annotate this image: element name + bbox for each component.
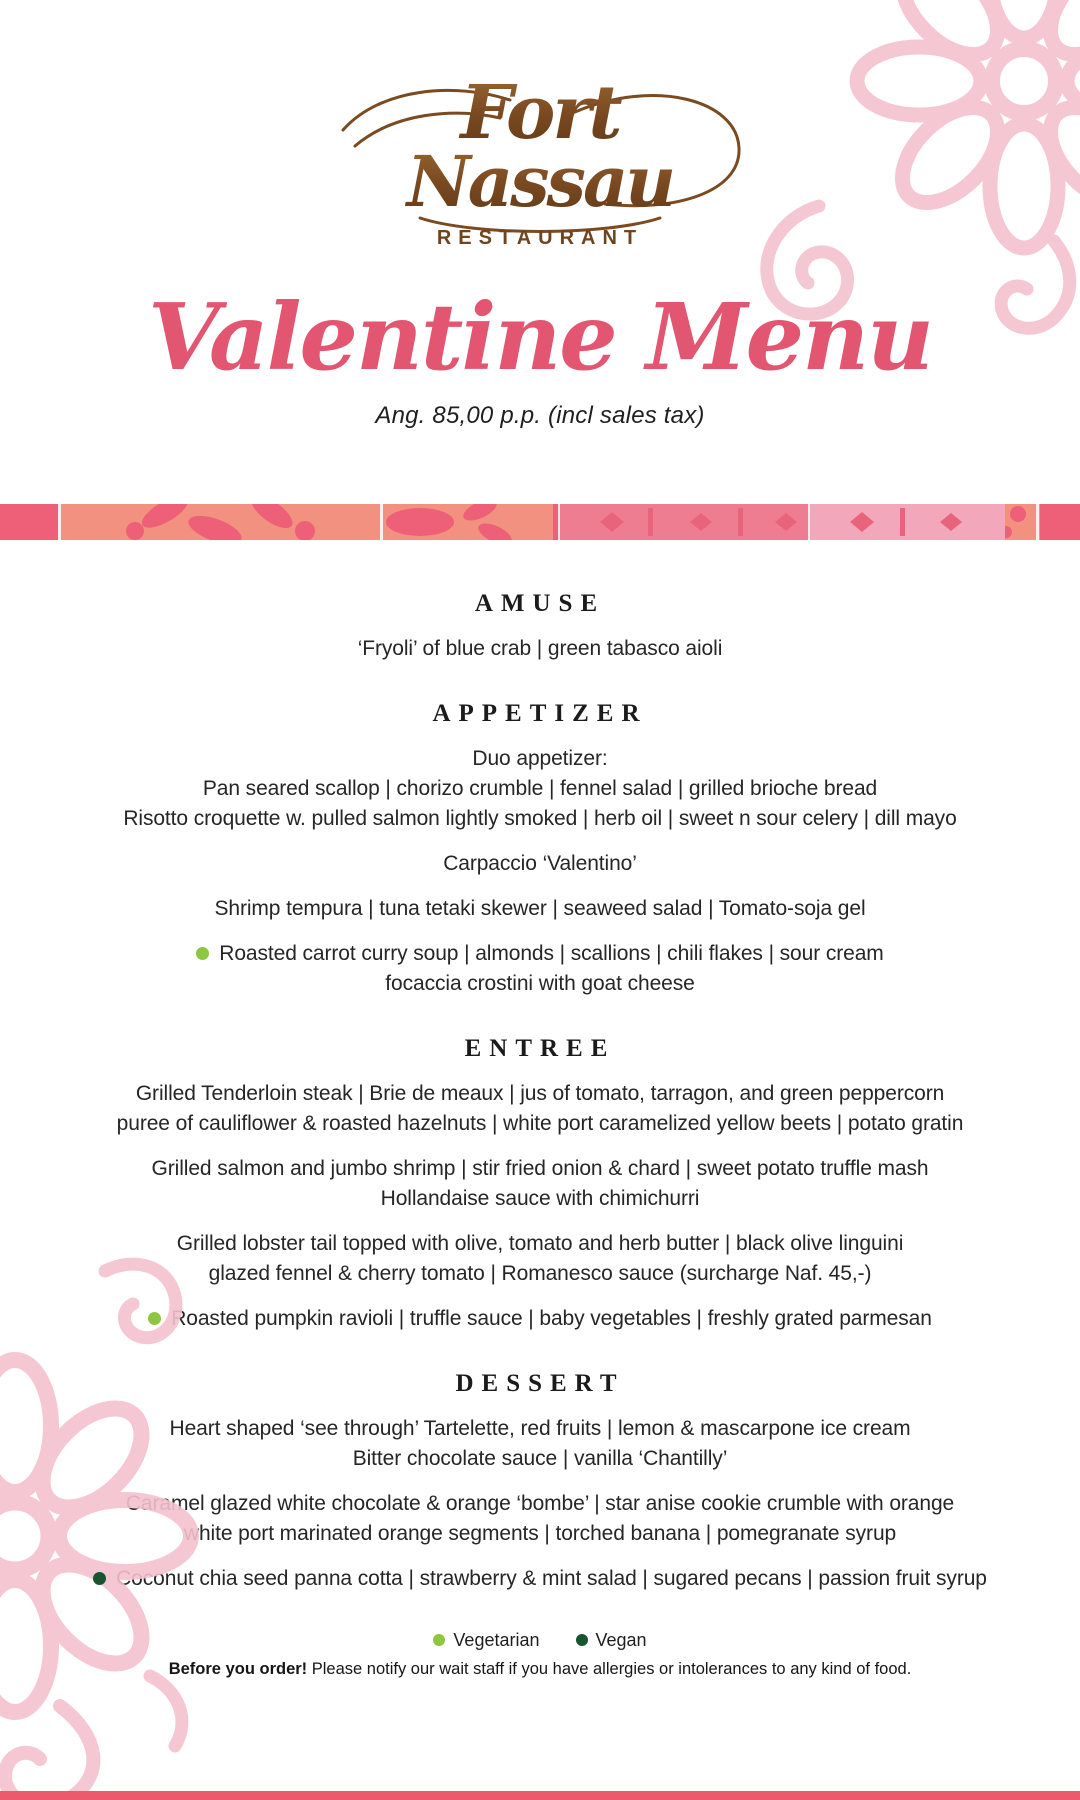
menu-item-line: Pan seared scallop | chorizo crumble | fennel salad | grilled brioche bread [202,776,878,800]
menu-section-appetizer [0,700,1080,999]
menu-item [0,1489,1080,1549]
menu-item-line: white port marinated orange segments | torched banana | pomegranate syrup [183,1521,897,1545]
menu-item [0,634,1080,664]
batik-banner [0,504,1080,540]
vegetarian-dot-icon [196,947,209,960]
legend-vegan-label: Vegan [595,1629,647,1650]
menu-item-line: Grilled lobster tail topped with olive, tomato and herb butter | black olive linguini [176,1231,904,1255]
restaurant-logo [0,0,1080,255]
menu-item [0,1229,1080,1289]
section-header-appetizer: APPETIZER [432,699,648,727]
price-line: Ang. 85,00 p.p. (incl sales tax) [375,401,705,429]
bottom-accent-bar [0,1791,1080,1800]
menu-item-line: Grilled salmon and jumbo shrimp | stir fried onion & chard | sweet potato truffle mash [151,1156,929,1180]
menu-item-line: Grilled Tenderloin steak | Brie de meaux | jus of tomato, tarragon, and green peppercorn [135,1081,945,1105]
menu-title: Valentine Menu [148,283,932,391]
allergy-notice [0,1660,1080,1679]
vegetarian-dot-icon [148,1312,161,1325]
menu-item-line: Roasted pumpkin ravioli | truffle sauce | baby vegetables | freshly grated parmesan [0,1304,1080,1334]
vegan-dot-icon [93,1572,106,1585]
menu-item [0,1304,1080,1334]
logo-subtitle: RESTAURANT [436,227,644,249]
menu-section-amuse [0,590,1080,664]
menu-item-line: Duo appetizer: [472,746,608,770]
menu-section-entree [0,1035,1080,1334]
batik-pattern-icon [0,504,1080,540]
menu-item-line: Coconut chia seed panna cotta | strawberry & mint salad | sugared pecans | passion fruit syrup [0,1564,1080,1594]
legend-vegan [576,1630,647,1651]
menu-item-line: Roasted carrot curry soup | almonds | scallions | chili flakes | sour cream [0,939,1080,969]
fort-nassau-logo-icon [325,60,755,250]
allergy-notice-text: Please notify our wait staff if you have allergies or intolerances to any kind of food. [307,1659,912,1678]
menu-item-line: ‘Fryoli’ of blue crab | green tabasco aioli [357,636,723,660]
menu-item [0,849,1080,879]
menu-item-line: Carpaccio ‘Valentino’ [443,851,637,875]
menu-sections [0,590,1080,1594]
legend-vegetarian [433,1630,539,1651]
menu-item-line: puree of cauliflower & roasted hazelnuts | white port caramelized yellow beets | potato gratin [116,1111,964,1135]
menu-item-line: Shrimp tempura | tuna tetaki skewer | seaweed salad | Tomato-soja gel [214,896,866,920]
menu-item-line: Bitter chocolate sauce | vanilla ‘Chantilly’ [352,1446,728,1470]
section-header-entree: ENTREE [464,1034,616,1062]
menu-item [0,744,1080,834]
menu-item-line: Heart shaped ‘see through’ Tartelette, red fruits | lemon & mascarpone ice cream [169,1416,911,1440]
menu-item-line: focaccia crostini with goat cheese [385,971,695,995]
menu-item [0,1079,1080,1139]
menu-item [0,894,1080,924]
menu-item-line: Risotto croquette w. pulled salmon lightly smoked | herb oil | sweet n sour celery | dill mayo [123,806,957,830]
menu-item [0,939,1080,999]
legend-vegetarian-label: Vegetarian [453,1629,540,1650]
menu-item-line: Caramel glazed white chocolate & orange ‘bombe’ | star anise cookie crumble with orange [125,1491,955,1515]
logo-word-fort: Fort [460,70,620,156]
logo-word-nassau: Nassau [406,140,674,223]
menu-item-line: Hollandaise sauce with chimichurri [380,1186,700,1210]
menu-item [0,1414,1080,1474]
section-header-amuse: AMUSE [474,589,606,617]
diet-legend [0,1630,1080,1651]
menu-item-line: glazed fennel & cherry tomato | Romanesco sauce (surcharge Naf. 45,-) [208,1261,872,1285]
menu-section-dessert [0,1370,1080,1594]
vegan-dot-icon [576,1634,588,1646]
menu-item [0,1564,1080,1594]
vegetarian-dot-icon [433,1634,445,1646]
allergy-notice-bold: Before you order! [168,1659,308,1678]
menu-item [0,1154,1080,1214]
section-header-dessert: DESSERT [455,1369,625,1397]
